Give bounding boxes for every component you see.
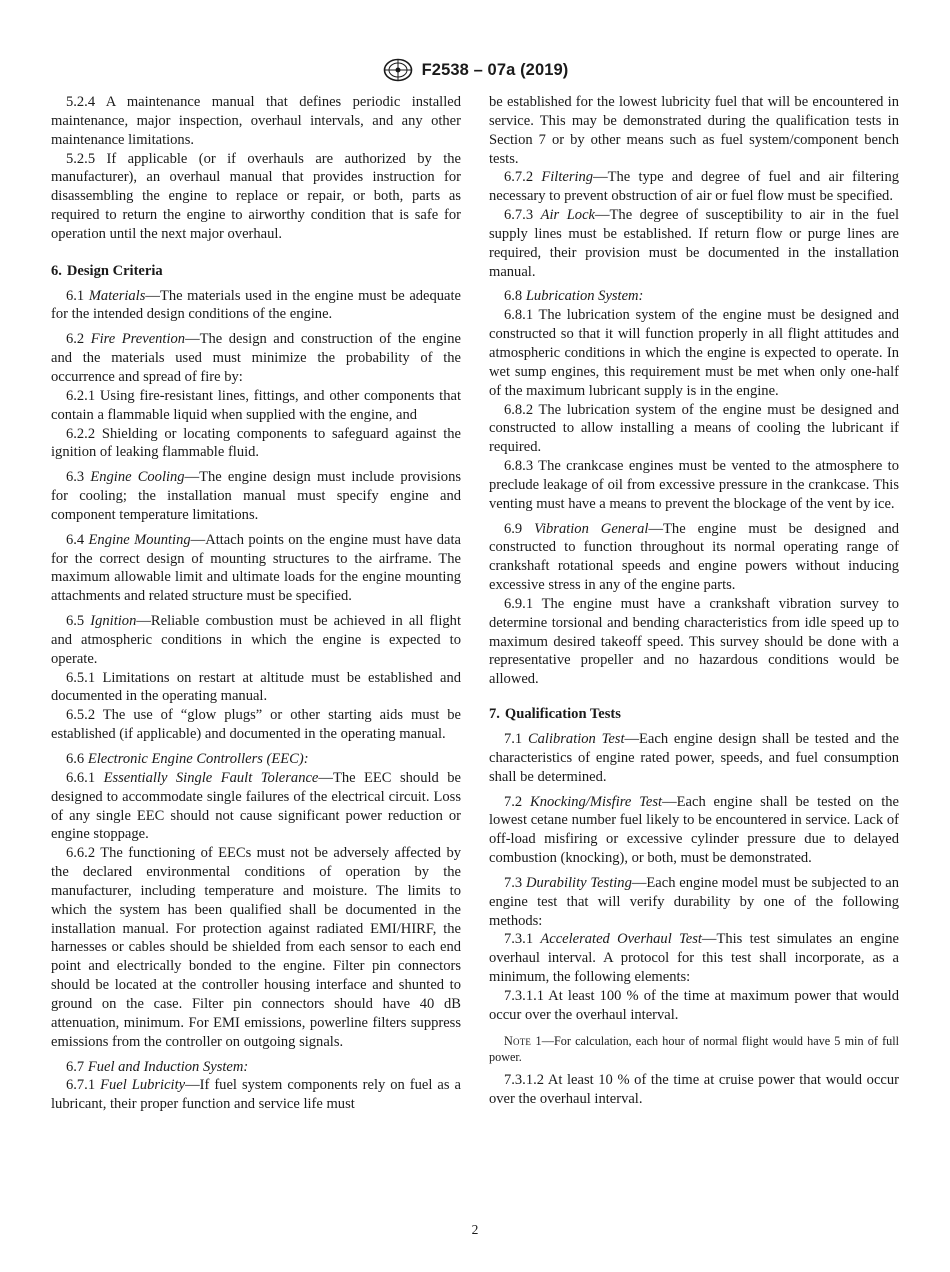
section-title: Design Criteria xyxy=(66,262,163,279)
paragraph-6-8-2: 6.8.2 The lubrication system of the engine must be designed and constructed to allow installing a means of cooling the lubricant if required. xyxy=(489,401,899,456)
page-number: 2 xyxy=(471,1222,479,1237)
section-title: Qualification Tests xyxy=(504,706,621,723)
paragraph-6-3: 6.3 Engine Cooling—The engine design must include provisions for cooling; the installation manual must specify engine and component temperature limitations. xyxy=(51,469,461,523)
section-7-link[interactable]: 7 xyxy=(538,131,546,148)
paragraph-6-8-1: 6.8.1 The lubrication system of the engine must be designed and constructed so that it will function properly in all flight attitudes and atmospheric conditions in which the engine is expected to operate. In wet sump engines, this requirement must be met when only one-half of the maximum lubricant supply is in the engine. xyxy=(489,307,899,399)
paragraph-7-3-1-1: 7.3.1.1 At least 100 % of the time at maximum power that would occur over the overhaul interval. xyxy=(489,987,899,1023)
section-number: 6. xyxy=(51,262,62,279)
section-heading-6 xyxy=(51,262,461,281)
paragraph-6-7-3: 6.7.3 Air Lock—The degree of susceptibility to air in the fuel supply lines must be established. If return flow or purge lines are required, their provision must be documented in the installation manual. xyxy=(489,207,899,280)
paragraph-6-4: 6.4 Engine Mounting—Attach points on the engine must have data for the correct design of mounting structures to the airframe. The maximum allowable limit and ultimate loads for the engine mounting attachments and related structure must be specified. xyxy=(51,531,461,605)
section-heading-7 xyxy=(489,705,899,724)
paragraph-6-8: 6.8 Lubrication System: xyxy=(504,288,644,305)
paragraph-6-9: 6.9 Vibration General—The engine must be designed and constructed to function throughout its normal operating range of crankshaft rotational speeds and engine powers without inducing excessive stress in any of the engine parts. xyxy=(489,520,899,594)
right-column xyxy=(489,93,899,1108)
note-label: Note 1 xyxy=(504,1033,542,1048)
paragraph-6-6: 6.6 Electronic Engine Controllers (EEC): xyxy=(66,751,309,767)
paragraph-5-2-4: 5.2.4 A maintenance manual that defines periodic installed maintenance, major inspection, overhaul intervals, and any other maintenance limitations. xyxy=(51,94,461,148)
paragraph-7-2: 7.2 Knocking/Misfire Test—Each engine shall be tested on the lowest cetane number fuel likely to be encountered in service. Lack of off-load misfiring or excessive cylinder pressure due to delayed combustion (knocking), or both, must be demonstrated. xyxy=(489,793,900,867)
paragraph-6-2: 6.2 Fire Prevention—The design and construction of the engine and the materials used must minimize the probability of the occurrence and spread of fire by: xyxy=(51,331,461,385)
page-header xyxy=(0,56,950,84)
paragraph-6-9-1: 6.9.1 The engine must have a crankshaft vibration survey to determine torsional and bending characteristics from idle speed up to maximum desired takeoff speed. This survey should be done with a representative propeller and no hazardous conditions would be allowed. xyxy=(489,595,899,688)
paragraph-6-2-1: 6.2.1 Using fire-resistant lines, fittings, and other components that contain a flammable liquid when supplied with the engine, and xyxy=(51,387,461,423)
paragraph-6-7: 6.7 Fuel and Induction System: xyxy=(66,1058,249,1075)
paragraph-6-5-1: 6.5.1 Limitations on restart at altitude must be established and documented in the operating manual. xyxy=(51,669,461,705)
paragraph-7-3-1: 7.3.1 Accelerated Overhaul Test—This test simulates an engine overhaul interval. A protocol for this test shall incorporate, as a minimum, the following elements: xyxy=(489,931,899,986)
paragraph-6-5: 6.5 Ignition—Reliable combustion must be achieved in all flight and atmospheric conditions in which the engine is expected to operate. xyxy=(51,613,461,667)
paragraph-7-3-1-2: 7.3.1.2 At least 10 % of the time at cruise power that would occur over the overhaul interval. xyxy=(489,1071,899,1107)
paragraph-5-2-5: 5.2.5 If applicable (or if overhauls are authorized by the manufacturer), an overhaul manual that provides instruction for disassembling the engine to replace or repair, or both, parts as required to return the engine to airworthy condition that is safe for operation until the next major overhaul. xyxy=(51,150,461,242)
document-id: F2538 – 07a (2019) xyxy=(421,60,569,79)
paragraph-7-1: 7.1 Calibration Test—Each engine design shall be tested and the characteristics of engine rated power, speeds, and fuel consumption shall be determined. xyxy=(489,731,899,785)
note-1: Note 1—For calculation, each hour of normal flight would have 5 min of full power. xyxy=(489,1033,899,1064)
paragraph-7-3: 7.3 Durability Testing—Each engine model must be subjected to an engine test that will verify durability by one of the following methods: xyxy=(489,874,900,929)
paragraph-6-6-1: 6.6.1 Essentially Single Fault Tolerance—The EEC should be designed to accommodate single failures of the electrical circuit. Loss of any single EEC should not cause significant power reduction or engine stoppage. xyxy=(51,769,461,843)
left-column xyxy=(51,93,461,1114)
section-number: 7. xyxy=(489,706,500,723)
paragraph-6-2-2: 6.2.2 Shielding or locating components to safeguard against the ignition of leaking flammable fluid. xyxy=(51,425,461,461)
paragraph-6-7-1-continued: be established for the lowest lubricity fuel that will be encountered in service. This may be demonstrated during the qualification tests in Section 7 or by other means such as fuel system/component bench tests. xyxy=(489,94,899,167)
paragraph-6-7-2: 6.7.2 Filtering—The type and degree of fuel and air filtering necessary to prevent obstruction of air or fuel flow must be specified. xyxy=(489,169,899,205)
astm-logo-icon xyxy=(382,58,414,82)
paragraph-6-1: 6.1 Materials—The materials used in the engine must be adequate for the intended design conditions of the engine. xyxy=(51,287,462,323)
paragraph-6-8-3: 6.8.3 The crankcase engines must be vented to the atmosphere to preclude leakage of oil from excessive pressure in the crankcase. This venting must have a means to prevent the blockage of the vent by ice. xyxy=(489,458,899,512)
paragraph-6-6-2: 6.6.2 The functioning of EECs must not be adversely affected by the declared environmental conditions of operation by the manufacturer, including temperature and moisture. The limits to which the system has been qualified shall be documented in the installation manual. For protection against radiated EMI/HIRF, the harnesses or cables should be shielded from each sensor to each end point and electrically bonded to the engine. Filter pin connectors should be located at the controller housing interface and shunted to ground on the case. Filter pin connectors should have 40 dB attenuation, minimum. For EMI emissions, powerline filters suppress emissions from the controller on outgoing signals. xyxy=(51,845,461,1050)
paragraph-6-7-1: 6.7.1 Fuel Lubricity—If fuel system components rely on fuel as a lubricant, their proper function and service life must xyxy=(51,1077,461,1113)
paragraph-6-5-2: 6.5.2 The use of “glow plugs” or other starting aids must be established (if applicable) and documented in the operating manual. xyxy=(51,707,461,743)
